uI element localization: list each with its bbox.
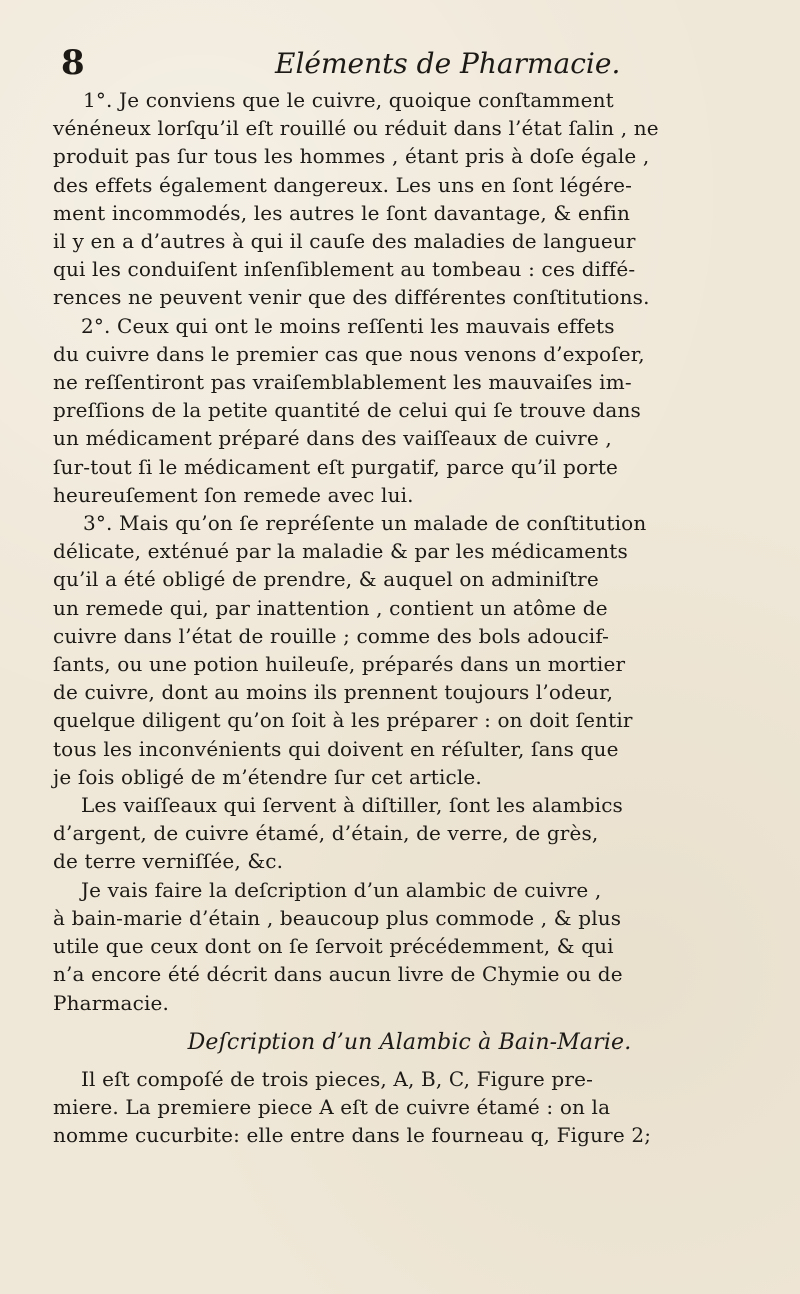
body-text — [53, 86, 766, 1150]
text-line: miere. La premiere piece A eſt de cuivre étamé : on la — [53, 1095, 611, 1120]
text-line: de cuivre, dont au moins ils prennent toujours l’odeur, — [53, 680, 614, 705]
text-line: Il eſt compoſé de trois pieces, A, B, C, Figure pre- — [81, 1066, 593, 1091]
text-line: heureuſement ſon remede avec lui. — [53, 482, 414, 507]
running-head — [53, 42, 766, 86]
text-line: tous les inconvénients qui doivent en réſulter, ſans que — [53, 736, 619, 761]
text-line: de terre verniſſée, &c. — [53, 849, 284, 874]
text-line: ne reſſentiront pas vraiſemblablement les mauvaiſes im- — [53, 370, 632, 395]
text-line: produit pas ſur tous les hommes , étant pris à doſe égale , — [53, 144, 650, 169]
text-line: nomme cucurbite: elle entre dans le fourneau q, Figure 2; — [53, 1123, 652, 1148]
text-line: ſur-tout ſi le médicament eſt purgatif, parce qu’il porte — [53, 454, 619, 479]
text-line: délicate, exténué par la maladie & par les médicaments — [53, 539, 628, 564]
text-line: 2°. Ceux qui ont le moins reſſenti les mauvais effets — [81, 313, 615, 338]
text-line: 3°. Mais qu’on ſe repréſente un malade de conſtitution — [83, 511, 647, 536]
text-line: je ſois obligé de m’étendre ſur cet article. — [53, 764, 482, 789]
text-line: qui les conduiſent inſenſiblement au tombeau : ces diffé- — [53, 257, 636, 282]
section-heading: Deſcription d’un Alambic à Bain-Marie. — [187, 1029, 632, 1055]
text-line: vénéneux lorſqu’il eſt rouillé ou réduit dans l’état ſalin , ne — [53, 116, 659, 141]
text-line: utile que ceux dont on ſe ſervoit précédemment, & qui — [53, 934, 614, 959]
text-line: preſſions de la petite quantité de celui qui ſe trouve dans — [53, 398, 641, 423]
text-line: un remede qui, par inattention , contient un atôme de — [53, 595, 608, 620]
text-line: Je vais faire la deſcription d’un alambic de cuivre , — [81, 877, 602, 902]
text-line: des effets également dangereux. Les uns en ſont légére- — [53, 172, 632, 197]
text-line: à bain-marie d’étain , beaucoup plus commode , & plus — [53, 905, 622, 930]
text-line: Pharmacie. — [53, 990, 170, 1015]
text-line: 1°. Je conviens que le cuivre, quoique conſtamment — [83, 88, 614, 112]
text-line: n’a encore été décrit dans aucun livre de Chymie ou de — [53, 962, 623, 987]
text-line: il y en a d’autres à qui il cauſe des maladies de langueur — [53, 229, 636, 254]
text-line: d’argent, de cuivre étamé, d’étain, de verre, de grès, — [53, 821, 599, 846]
text-line: un médicament préparé dans des vaiſſeaux de cuivre , — [53, 426, 612, 451]
running-title: Eléments de Pharmacie. — [275, 47, 621, 80]
text-line: ment incommodés, les autres le ſont davantage, & enfin — [53, 200, 631, 225]
text-line: cuivre dans l’état de rouille ; comme des bols adoucif- — [53, 623, 610, 648]
text-line: qu’il a été obligé de prendre, & auquel on adminiſtre — [53, 567, 599, 592]
text-line: Les vaiſſeaux qui ſervent à diſtiller, ſont les alambics — [81, 793, 623, 818]
page-number: 8 — [61, 43, 85, 83]
text-line: ſants, ou une potion huileuſe, préparés dans un mortier — [53, 652, 626, 677]
text-line: du cuivre dans le premier cas que nous venons d’expoſer, — [53, 341, 645, 366]
text-line: rences ne peuvent venir que des différentes conſtitutions. — [53, 285, 650, 310]
text-line: quelque diligent qu’on ſoit à les préparer : on doit ſentir — [53, 708, 633, 733]
